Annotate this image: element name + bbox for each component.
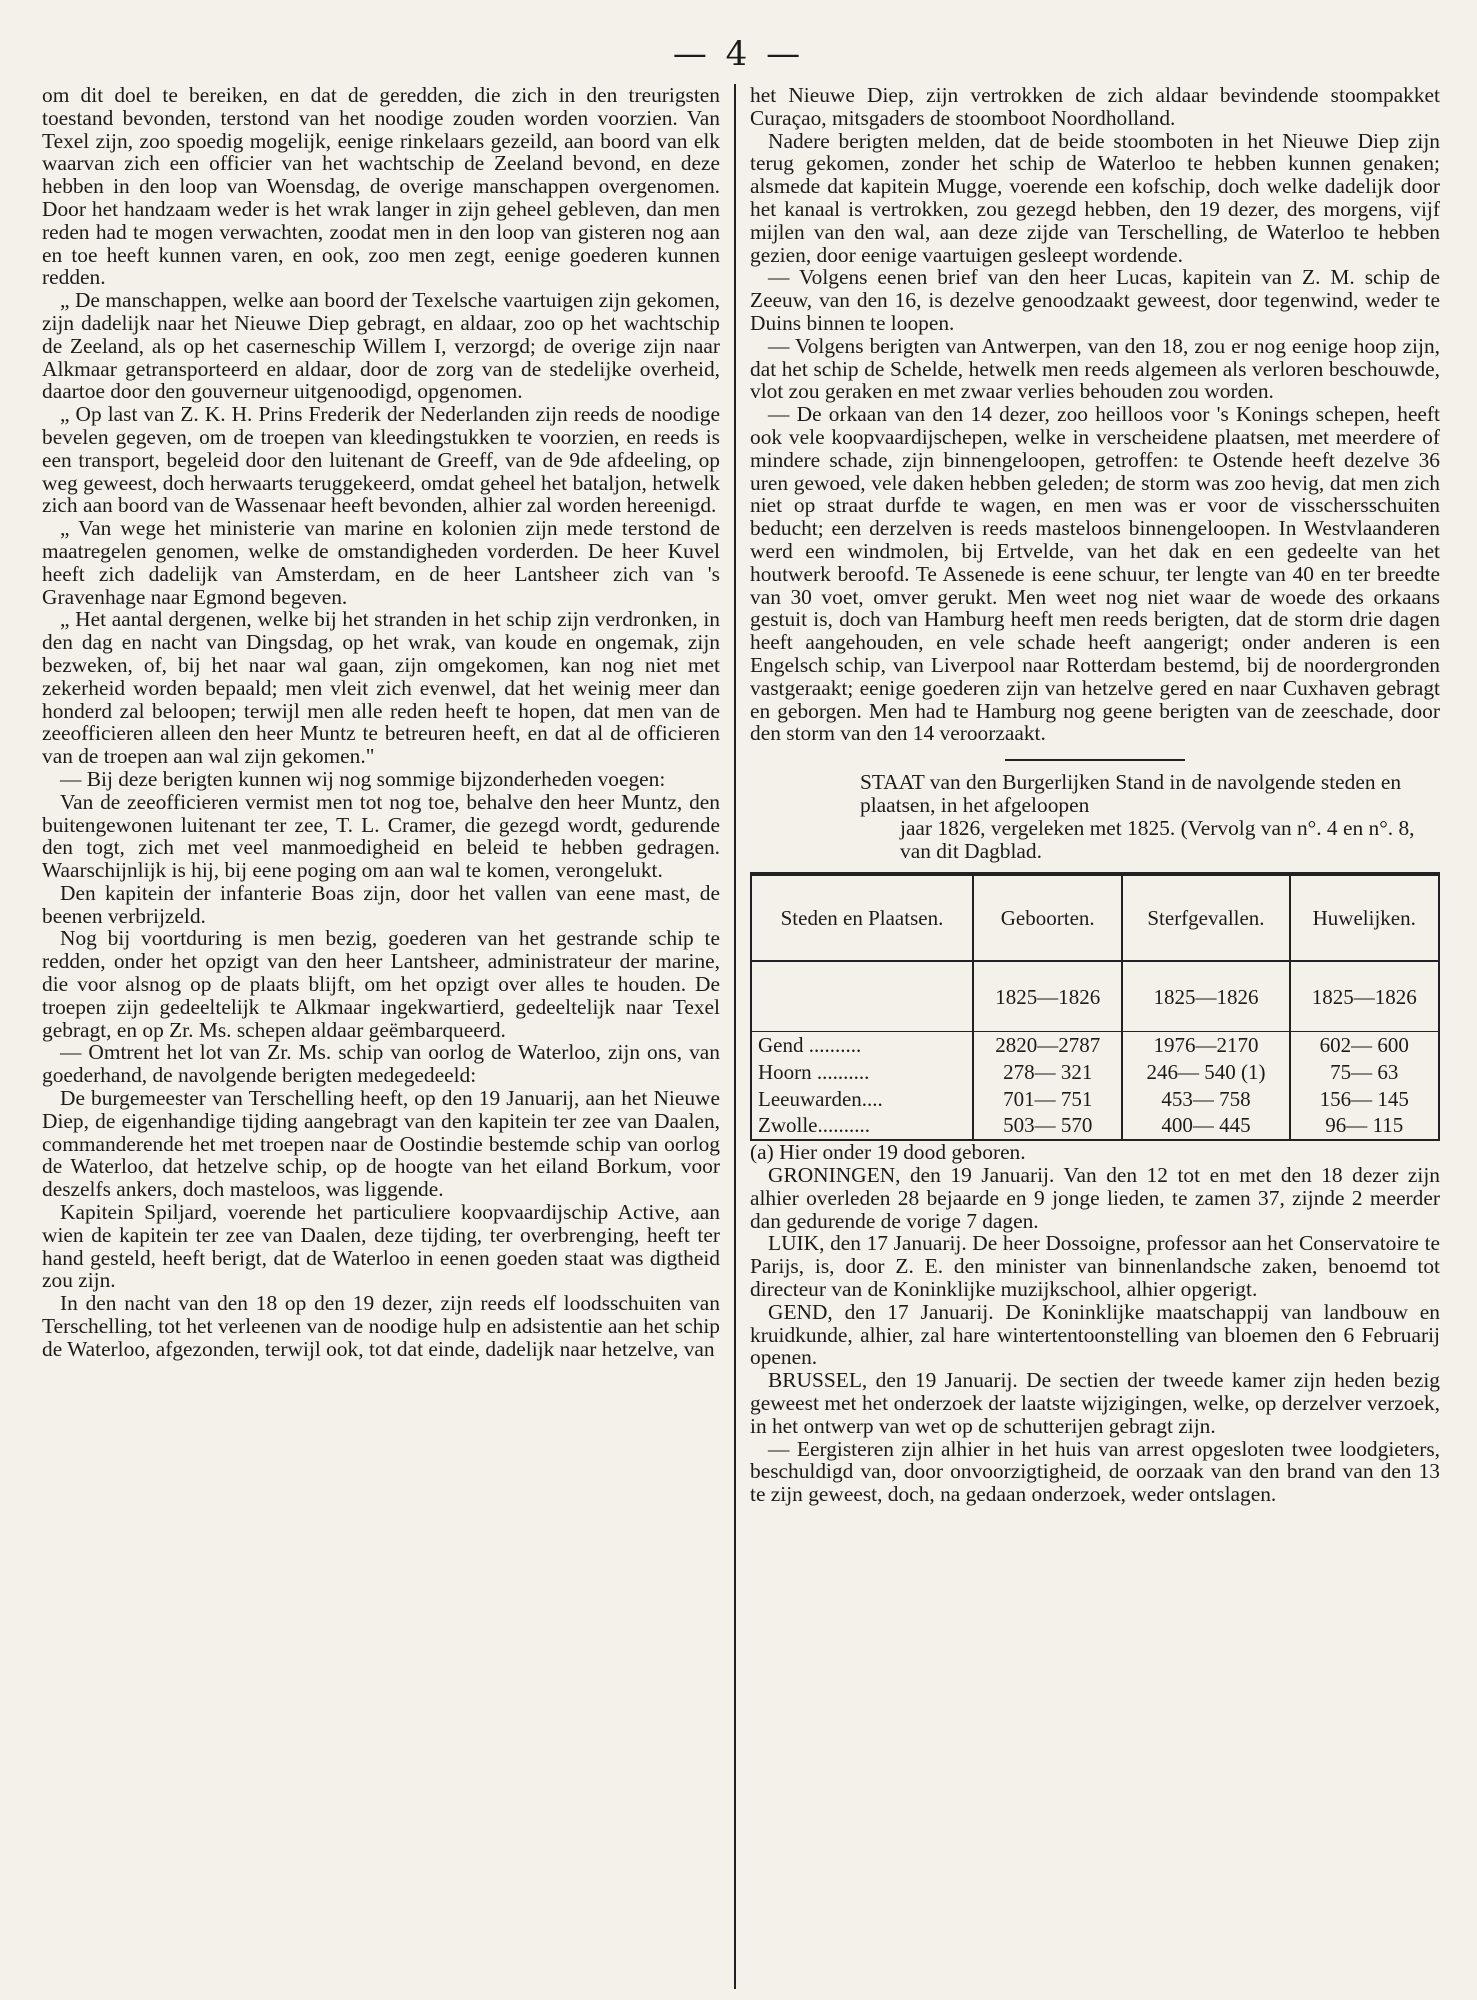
year-range: 1825—1826 [1122,961,1289,1031]
births-cell: 701— 751 [973,1086,1122,1113]
paragraph: Den kapitein der infanterie Boas zijn, door het vallen van eene mast, de beenen verbrijzeld. [42,880,720,928]
paragraph: Nadere berigten melden, dat de beide stoomboten in het Nieuwe Diep zijn terug gekomen, zonder het schip de Waterloo te hebben kunnen genaken; alsmede dat kapitein Mugge, voerende een kofschip, doch welke dadelijk door het kanaal is vertrokken, zou gezegd hebben, den 19 dezer, des morgens, vijf mijlen van den wal, aan deze zijde van Terschelling, de Waterloo te hebben gezien, door eenige vaartuigen gesleept wordende. [750,128,1440,267]
paragraph: Nog bij voortduring is men bezig, goederen van het gestrande schip te redden, onder het opzigt van den heer Lantsheer, administrateur der marine, die voor alsnog op de plaats blijft, om het opzigt over alles te houden. De troepen zijn gedeeltelijk te Alkmaar ingekwartierd, gedeeltelijk naar Texel gebragt, en op Zr. Ms. schepen aldaar geëmbarqueerd. [42,926,720,1042]
deaths-cell: 453— 758 [1122,1086,1289,1113]
marriages-cell: 75— 63 [1290,1059,1440,1086]
paragraph: — Omtrent het lot van Zr. Ms. schip van oorlog de Waterloo, zijn ons, van goederhand, de navolgende berigten medegedeeld: [42,1040,720,1088]
births-cell: 278— 321 [973,1059,1122,1086]
deaths-cell: 1976—2170 [1122,1032,1289,1059]
staat-title-line: STAAT van den Burgerlijken Stand in de navolgende steden en plaatsen, in het afgeloopen [860,770,1402,817]
right-column [750,84,1440,1506]
years-row [751,961,1439,1031]
paragraph: — Volgens berigten van Antwerpen, van den 18, zou er nog eenige hoop zijn, dat het schip de Schelde, hetwelk men reeds algemeen als verloren beschouwde, vlot zou geraken en met zwaar verlies behouden zou worden. [750,333,1440,404]
marriages-cell: 96— 115 [1290,1112,1440,1140]
section-separator [1005,759,1185,761]
paragraph: „ Het aantal dergenen, welke bij het stranden in het schip zijn verdronken, in den dag en nacht van Dingsdag, op het wrak, van koude en ongemak, zijn bezweken, of, bij het naar wal gaan, zijn omgekomen, kan nog niet met zekerheid worden bepaald; men vleit zich evenwel, dat het weinig meer dan honderd zal beloopen; terwijl men alle reden heeft te hopen, dat men van de zeeofficieren alleen den heer Muntz te betreuren heeft, en dat al de officieren van de troepen aan wal zijn gekomen." [42,607,720,769]
paragraph: In den nacht van den 18 op den 19 dezer, zijn reeds elf loodsschuiten van Terschelling, tot het verleenen van de noodige hulp en adsistentie aan het schip de Waterloo, afgezonden, terwijl ook, tot dat einde, dadelijk naar hetzelve, van [42,1291,720,1361]
paragraph: GRONINGEN, den 19 Januarij. Van den 12 tot en met den 18 dezer zijn alhier overleden 28 bejaarde en 9 jonge lieden, te zamen 37, zijnde 2 meerder dan gedurende de vorige 7 dagen. [750,1163,1440,1233]
place-cell: Hoorn .......... [751,1059,973,1086]
paragraph: — Eergisteren zijn alhier in het huis van arrest opgesloten twee loodgieters, beschuldigd van, door onvoorzigtigheid, de oorzaak van den brand van den 13 te zijn geweest, doch, na gedaan onderzoek, weder ontslagen. [750,1436,1440,1507]
paragraph: — Volgens eenen brief van den heer Lucas, kapitein van Z. M. schip de Zeeuw, van den 16, is dezelve genoodzaakt geweest, door tegenwind, weder te Duins binnen te loopen. [750,265,1440,335]
column-header: Huwelijken. [1290,874,1440,961]
empty-cell [751,961,973,1031]
deaths-cell: 246— 540 (1) [1122,1059,1289,1086]
paragraph: „ Op last van Z. K. H. Prins Frederik der Nederlanden zijn reeds de noodige bevelen gegeven, om de troepen van kleedingstukken te voorzien, en reeds is een transport, begeleid door den luitenant de Greeff, van de 9de afdeeling, op weg geweest, doch herwaarts teruggekeerd, omdat geheel het bataljon, hetwelk zich aan boord van de Wassenaar heeft bevonden, alhier zal worden hereenigd. [42,402,720,518]
year-range: 1825—1826 [1290,961,1440,1031]
paragraph: om dit doel te bereiken, en dat de geredden, die zich in den treurigsten toestand bevonden, terstond van het noodige zouden worden voorzien. Van Texel zijn, zoo spoedig mogelijk, eenige rinkelaars gezeild, aan boord van elk waarvan zich een officier van het wachtschip de Zeeland bevond, en deze hebben in den loop van Woensdag, de overige manschappen overgenomen. Door het handzaam weder is het wrak langer in zijn geheel gebleven, dan men reden had te mogen verwachten, zoodat men in den loop van gisteren nog aan en toe heeft kunnen varen, en ook, zoo men zegt, eenige goederen kunnen redden. [42,83,720,290]
place-cell: Leeuwarden.... [751,1086,973,1113]
paragraph: Van de zeeofficieren vermist men tot nog toe, behalve den heer Muntz, den buitengewonen luitenant ter zee, T. L. Cramer, die gezegd wordt, gedurende den togt, zich met veel manmoedigheid en beleid te hebben gedragen. Waarschijnlijk is hij, bij eene poging om aan wal te komen, verongelukt. [42,789,720,883]
table-row [751,1032,1439,1059]
column-header: Geboorten. [973,874,1122,961]
marriages-cell: 156— 145 [1290,1086,1440,1113]
place-cell: Zwolle.......... [751,1112,973,1140]
place-cell: Gend .......... [751,1032,973,1059]
left-column [42,84,720,1361]
staat-title [860,771,1440,862]
table-row [751,1086,1439,1113]
births-cell: 503— 570 [973,1112,1122,1140]
paragraph: De burgemeester van Terschelling heeft, op den 19 Januarij, aan het Nieuwe Diep, de eigenhandige tijding aangebragt van den kapitein ter zee van Daalen, commanderende het met troepen naar de Oostindie bestemde schip van oorlog de Waterloo, dat hetzelve schip, op de hoogte van het eiland Borkum, voor deszelfs ankers, doch masteloos, was liggende. [42,1086,720,1202]
staat-title-line: jaar 1826, vergeleken met 1825. (Vervolg van n°. 4 en n°. 8, van dit Dagblad. [900,815,1415,863]
paragraph: — Bij deze berigten kunnen wij nog sommige bijzonderheden voegen: [60,766,666,791]
table-footnote: (a) Hier onder 19 dood geboren. [750,1140,1026,1165]
paragraph: Kapitein Spiljard, voerende het particuliere koopvaardijschip Active, aan wien de kapitein ter zee van Daalen, deze tijding, ter overbrenging, heeft ter hand gesteld, heeft berigt, dat de Waterloo in eenen goeden staat was digtheid zou zijn. [42,1200,720,1293]
year-range: 1825—1826 [973,961,1122,1031]
paragraph: — De orkaan van den 14 dezer, zoo heilloos voor 's Konings schepen, heeft ook vele koopvaardijschepen, welke in verscheidene plaatsen, met meerdere of mindere schade, zijn binnengeloopen, getroffen: te Ostende heeft dezelve 36 uren gewoed, vele daken hebben geleden; de storm was zoo hevig, dat men zich niet op straat durfde te wagen, en men was er voor de visschersschuiten beducht; een derzelven is reeds masteloos binnengeloopen. In Westvlaanderen werd een windmolen, bij Ertvelde, van het dak en een gedeelte van het houtwerk beroofd. Te Assenede is eene schuur, ter lengte van 40 en ter breedte van 30 voet, omver gerukt. Men weet nog niet waar de woede des orkaans gestuit is, doch van Hamburg heeft men reeds berigten, dat de storm drie dagen heeft aangehouden, en vele schade heeft aangerigt; onder anderen is een Engelsch schip, van Liverpool naar Rotterdam bestemd, bij de noordergronden vastgeraakt; eenige goederen zijn van hetzelve gered en naar Cuxhaven gebragt en geborgen. Men had te Hamburg nog geene berigten van de zeeschade, door den storm van den 14 veroorzaakt. [750,402,1440,746]
table-row [751,1059,1439,1086]
page-number-header: — 4 — [672,34,805,74]
paragraph: „ Van wege het ministerie van marine en kolonien zijn mede terstond de maatregelen genomen, welke de omstandigheden vorderden. De heer Kuvel heeft zich dadelijk van Amsterdam, en de heer Lantsheer zich van 's Gravenhage naar Egmond begeven. [42,516,720,609]
column-header: Steden en Plaatsen. [751,874,973,961]
births-cell: 2820—2787 [973,1032,1122,1059]
civil-status-table [750,872,1440,1141]
paragraph: GEND, den 17 Januarij. De Koninklijke maatschappij van landbouw en kruidkunde, alhier, zal hare wintertentoonstelling van bloemen den 6 Februarij openen. [750,1299,1440,1370]
paragraph: „ De manschappen, welke aan boord der Texelsche vaartuigen zijn gekomen, zijn dadelijk naar het Nieuwe Diep gebragt, en aldaar, zoo op het wachtschip de Zeeland, als op het caserneschip Willem I, verzorgd; de overige zijn naar Alkmaar getransporteerd en aldaar, door de zorg van de stedelijke overheid, daartoe door den gouverneur uitgenoodigd, opgenomen. [42,288,720,404]
column-divider [734,84,736,1989]
column-header: Sterfgevallen. [1122,874,1289,961]
paragraph: het Nieuwe Diep, zijn vertrokken de zich aldaar bevindende stoompakket Curaçao, mitsgaders de stoomboot Noordholland. [750,83,1440,130]
table-row [751,1112,1439,1140]
paragraph: LUIK, den 17 Januarij. De heer Dossoigne, professor aan het Conservatoire te Parijs, is, door Z. E. den minister van binnenlandsche zaken, benoemd tot directeur van de Koninklijke muzijkschool, alhier opgerigt. [750,1231,1440,1302]
marriages-cell: 602— 600 [1290,1032,1440,1059]
deaths-cell: 400— 445 [1122,1112,1289,1140]
paragraph: BRUSSEL, den 19 Januarij. De sectien der tweede kamer zijn heden bezig geweest met het onderzoek der laatste wijzigingen, welke, op derzelver verzoek, in het ontwerp van wet op de schutterijen gebragt zijn. [750,1368,1440,1438]
